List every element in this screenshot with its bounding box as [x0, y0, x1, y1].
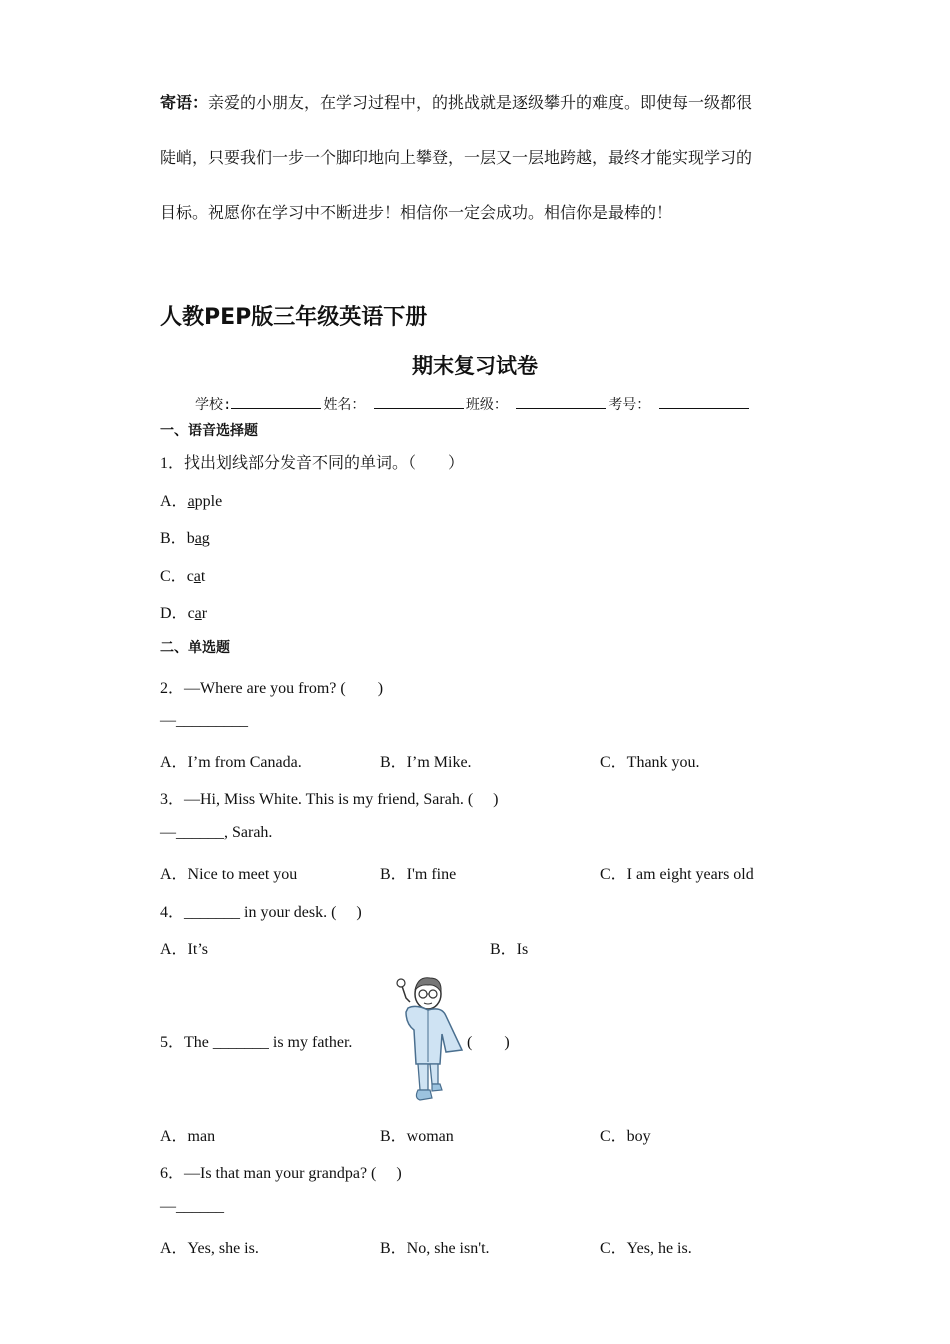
man-figure-image: [380, 972, 472, 1104]
school-blank[interactable]: [231, 394, 321, 409]
q1-option-c[interactable]: [160, 563, 205, 586]
option-rest: r: [201, 605, 208, 622]
q6-option-b[interactable]: B．No, she isn't.: [380, 1240, 490, 1257]
underlined-letter: a: [194, 530, 202, 547]
underlined-letter: a: [193, 568, 201, 585]
student-info-line: [195, 394, 751, 414]
q2-answer-line: —_________: [160, 712, 248, 729]
q1-option-d[interactable]: [160, 600, 207, 623]
q1-option-a[interactable]: [160, 488, 222, 511]
option-prefix: D．: [160, 605, 188, 622]
question-1: 1．找出划线部分发音不同的单词。（ ）: [160, 455, 465, 472]
q5-option-b[interactable]: B．woman: [380, 1128, 454, 1145]
option-prefix: C．: [160, 568, 187, 585]
number-blank[interactable]: [659, 394, 749, 409]
intro-line-3: 目标。祝愿你在学习中不断进步！相信你一定会成功。相信你是最棒的！: [160, 205, 673, 222]
exam-title: 人教PEP版三年级英语下册: [160, 305, 428, 330]
school-label: 学校:: [195, 397, 232, 413]
q1-option-b[interactable]: [160, 525, 210, 548]
q6-option-c[interactable]: C．Yes, he is.: [600, 1240, 692, 1257]
q4-option-b[interactable]: B．Is: [490, 941, 529, 958]
q3-answer-line: —______, Sarah.: [160, 824, 273, 841]
q5-option-a[interactable]: A．man: [160, 1128, 216, 1145]
q5-option-c[interactable]: C．boy: [600, 1128, 651, 1145]
q2-option-b[interactable]: B．I’m Mike.: [380, 754, 472, 771]
q3-option-a[interactable]: A．Nice to meet you: [160, 866, 298, 883]
q4-option-a[interactable]: A．It’s: [160, 941, 209, 958]
option-pre: b: [186, 530, 195, 547]
q6-option-a[interactable]: A．Yes, she is.: [160, 1240, 259, 1257]
q2-option-a[interactable]: A．I’m from Canada.: [160, 754, 302, 771]
underlined-letter: a: [194, 605, 202, 622]
intro-line-1: [160, 90, 752, 113]
option-prefix: B．: [160, 530, 187, 547]
exam-subtitle: 期末复习试卷: [412, 354, 538, 378]
question-4: 4．_______ in your desk. ( ): [160, 904, 362, 921]
intro-text-1: 亲爱的小朋友，在学习过程中，的挑战就是逐级攀升的难度。即使每一级都很: [208, 95, 753, 112]
q5-answer-paren: ( ): [467, 1034, 510, 1051]
class-blank[interactable]: [516, 394, 606, 409]
question-2: 2．—Where are you from? ( ): [160, 680, 384, 697]
q6-answer-line: —______: [160, 1198, 224, 1215]
section-1-heading: 一、语音选择题: [160, 423, 258, 439]
intro-label: 寄语：: [160, 95, 209, 112]
option-pre: c: [186, 568, 194, 585]
section-2-heading: 二、单选题: [160, 640, 230, 656]
q2-option-c[interactable]: C．Thank you.: [600, 754, 700, 771]
q3-option-b[interactable]: B．I'm fine: [380, 866, 457, 883]
question-6: 6．—Is that man your grandpa? ( ): [160, 1165, 402, 1182]
underlined-letter: a: [187, 493, 195, 510]
question-5: 5．The _______ is my father.: [160, 1034, 353, 1051]
option-rest: g: [201, 530, 210, 547]
option-pre: c: [187, 605, 195, 622]
name-label: 姓名：: [323, 397, 366, 413]
option-rest: pple: [194, 493, 223, 510]
class-label: 班级：: [465, 397, 508, 413]
name-blank[interactable]: [374, 394, 464, 409]
option-prefix: A．: [160, 493, 188, 510]
intro-line-2: 陡峭，只要我们一步一个脚印地向上攀登，一层又一层地跨越，最终才能实现学习的: [160, 150, 753, 167]
question-3: 3．—Hi, Miss White. This is my friend, Sarah. ( ): [160, 791, 499, 808]
number-label: 考号：: [608, 397, 651, 413]
option-rest: t: [200, 568, 206, 585]
q3-option-c[interactable]: C．I am eight years old: [600, 866, 754, 883]
